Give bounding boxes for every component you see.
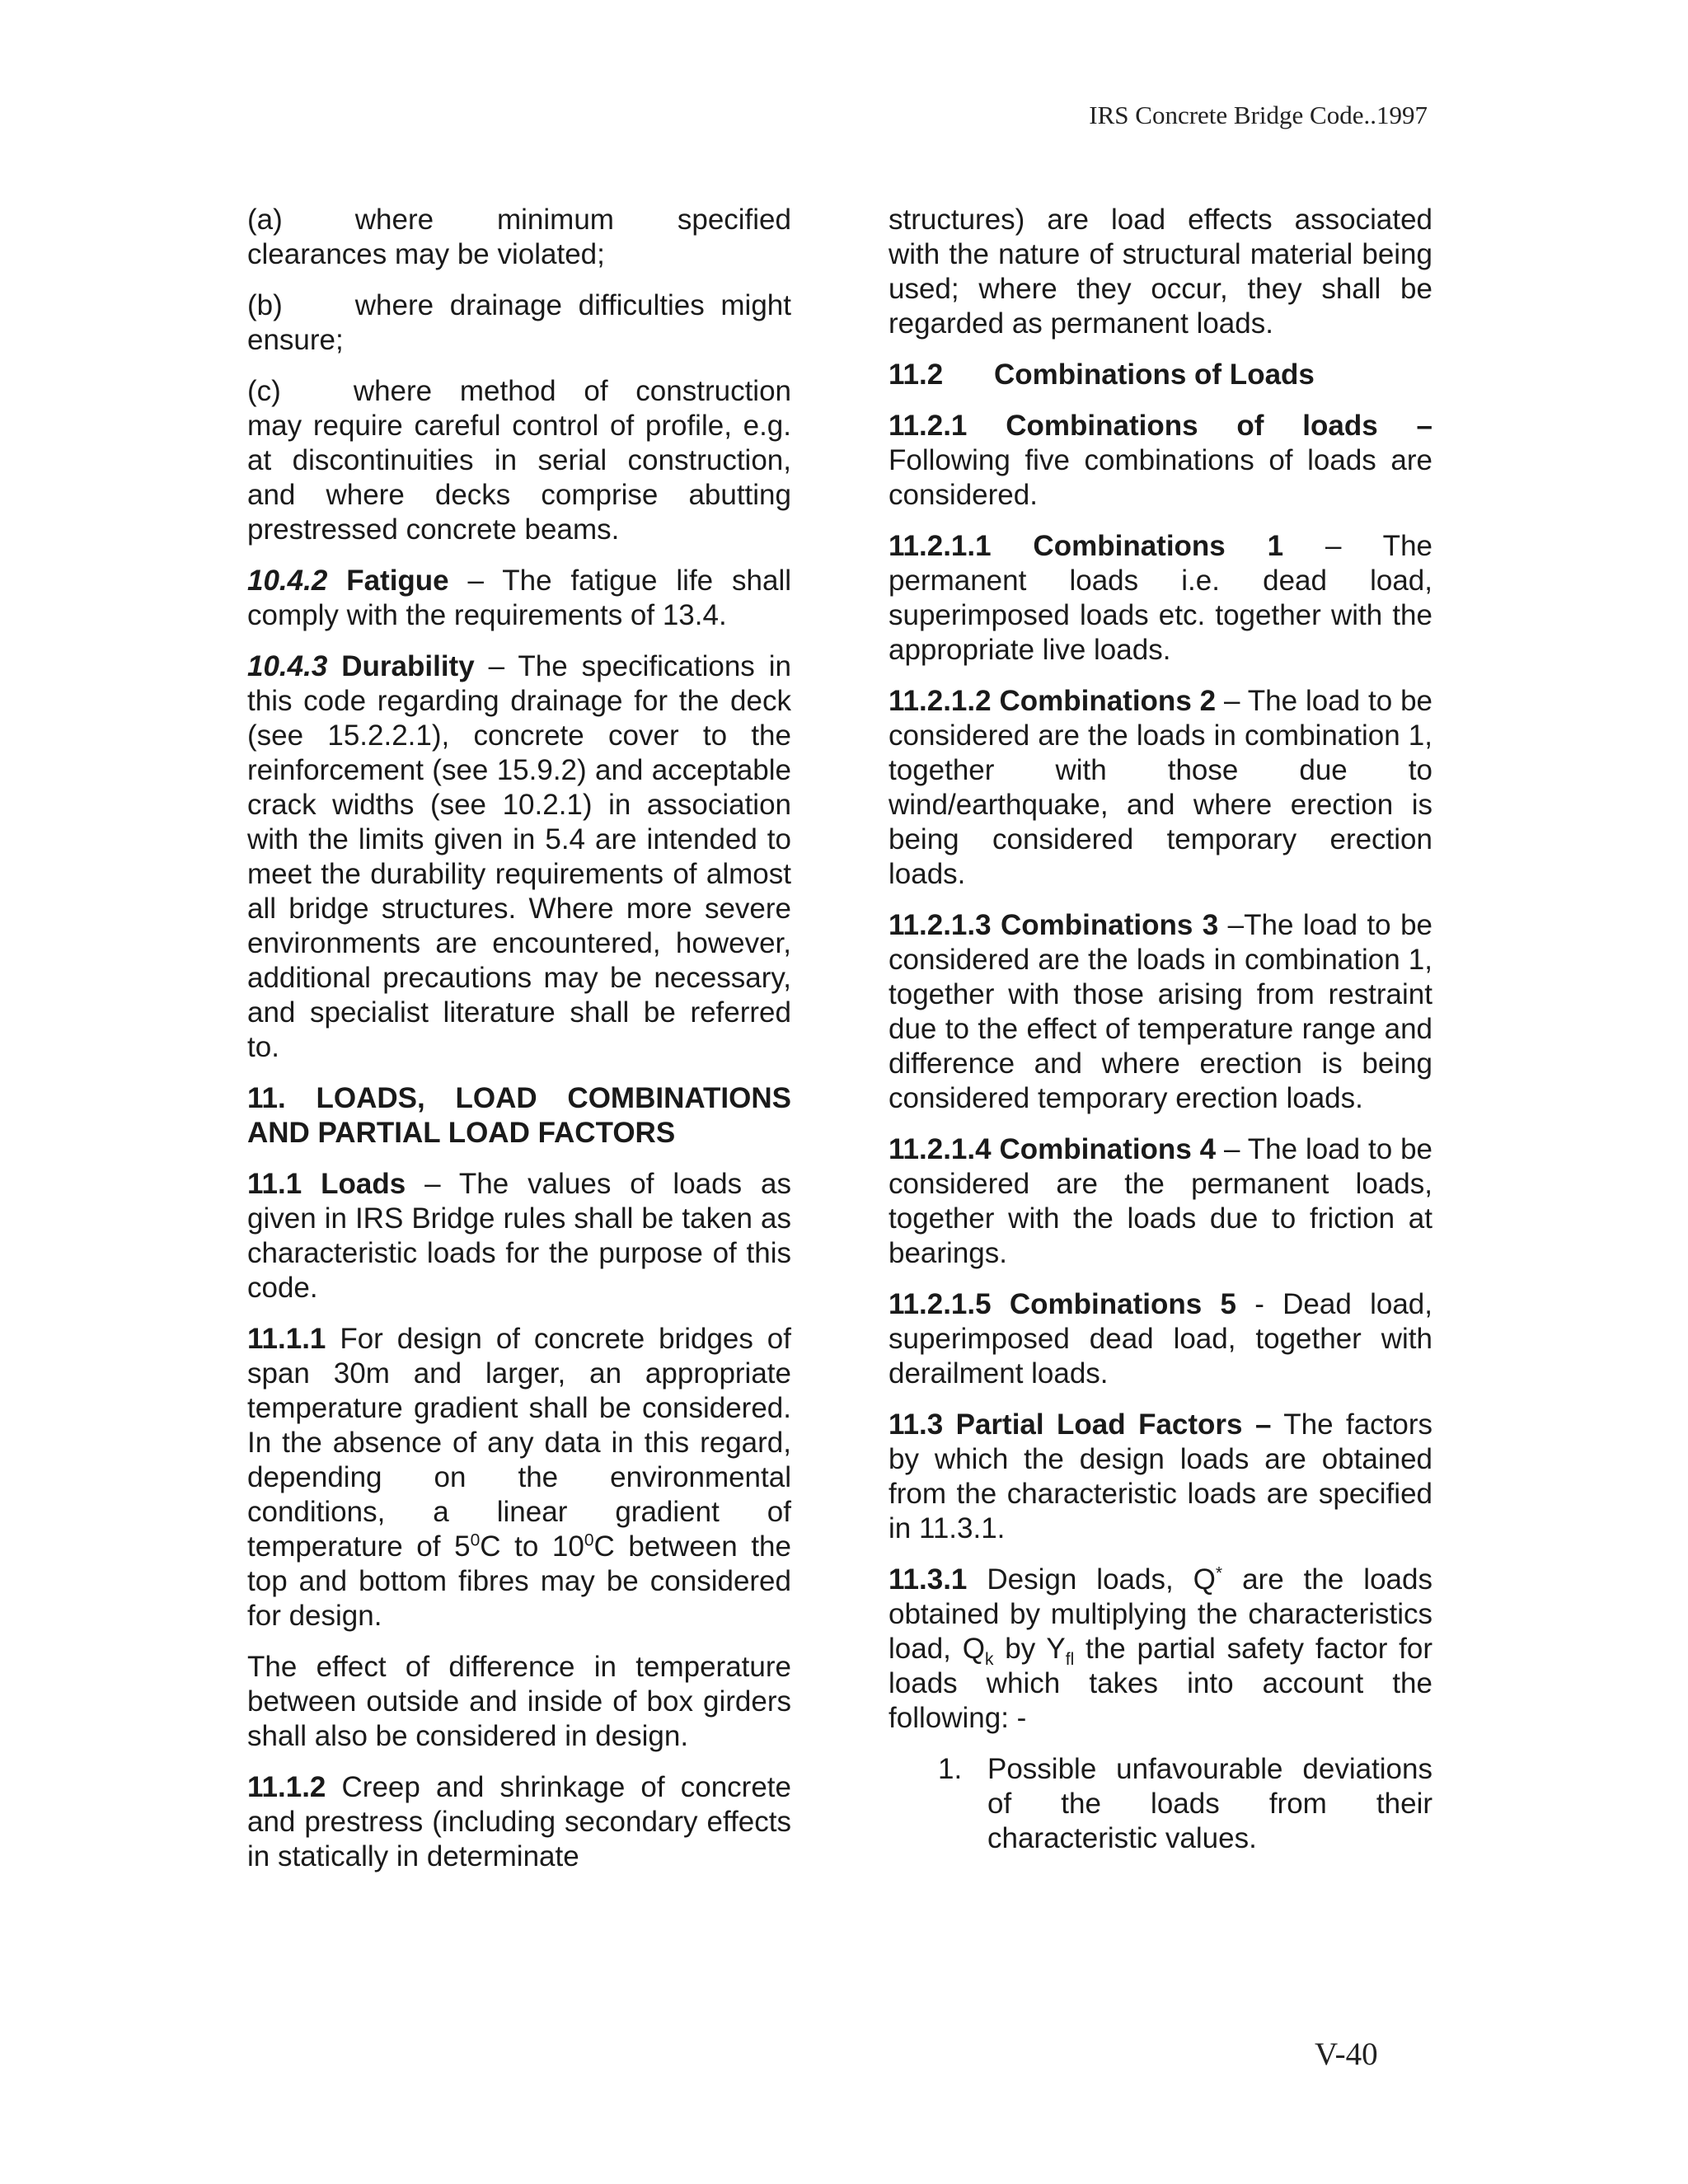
section-text: are the loads obtained by multiplying the characteristics load, Q [889,1563,1432,1665]
subscript-fl: fl [1065,1650,1075,1669]
asterisk-superscript: * [1215,1563,1223,1583]
section-title: 11.2.1 Combinations of loads – [889,410,1432,442]
section-text: the partial safety factor for loads which takes into account the following: - [889,1633,1432,1734]
clause-b [247,288,791,358]
page-number: V-40 [1315,2036,1378,2072]
combination-text: –The load to be considered are the loads in combination 1, together with those arising from restraint due to the effect of temperature range and difference and where erection is being considered temporary erection loads. [889,909,1432,1114]
combination-5 [889,1287,1432,1391]
section-title: Fatigue [346,565,449,597]
section-text: Creep and shrinkage of concrete and prestress (including secondary effects in statically in determinate [247,1771,791,1872]
section-11-1-2 [247,1770,791,1874]
section-title: Combinations of Loads [994,359,1315,391]
list-text: Possible unfavourable deviations of the loads from their characteristic values. [987,1753,1432,1854]
section-text: Following five combinations of loads are considered. [889,444,1432,511]
section-title: Durability [341,650,475,682]
combination-title: 11.2.1.2 Combinations 2 [889,685,1217,717]
clause-c-label: (c) [247,375,281,407]
section-text: by Y [1005,1633,1066,1665]
right-column [889,203,1432,1856]
list-marker: 1. [938,1753,963,1785]
section-11-2-1 [889,409,1432,513]
clause-c [247,374,791,547]
combination-text: – The load to be considered are the permanent loads, together with the loads due to friction at bearings. [889,1133,1432,1269]
combination-title: 11.2.1.4 Combinations 4 [889,1133,1217,1165]
section-11-3-1 [889,1563,1432,1736]
combination-3 [889,908,1432,1116]
section-11-heading: 11. LOADS, LOAD COMBINATIONS AND PARTIAL LOAD FACTORS [247,1082,791,1149]
section-text: C to 10 [480,1530,584,1563]
combination-2 [889,684,1432,892]
section-title: 11.1 Loads [247,1168,406,1200]
section-text: – The fatigue life shall comply with the requirements of 13.4. [247,565,791,631]
section-title: 11.3 Partial Load Factors – [889,1408,1272,1441]
combination-1 [889,529,1432,668]
clause-a-text: where minimum specified clearances may be violated; [247,204,791,270]
list-item [889,1752,1432,1856]
section-number: 10.4.2 [247,565,328,597]
clause-a-label: (a) [247,204,283,236]
clause-c-text: where method of construction may require careful control of profile, e.g. at discontinuities in serial construction, and where decks comprise abutting prestressed concrete beams. [247,375,791,546]
combination-text: – The permanent loads i.e. dead load, superimposed loads etc. together with the appropriate live loads. [889,530,1432,666]
degree-superscript: 0 [470,1530,481,1550]
section-text: Design loads, Q [987,1563,1216,1596]
section-text: For design of concrete bridges of span 30m and larger, an appropriate temperature gradient shall be considered. In the absence of any data in this regard, depending on the environmental conditions, a linear gradient of temperature of 5 [247,1323,792,1563]
degree-superscript: 0 [584,1530,594,1550]
continued-paragraph: structures) are load effects associated with the nature of structural material being used; where they occur, they shall be regarded as permanent loads. [889,204,1432,340]
section-number: 11.1.1 [247,1323,326,1355]
combination-4 [889,1132,1432,1271]
section-text: – The specifications in this code regarding drainage for the deck (see 15.2.2.1), concrete cover to the reinforcement (see 15.9.2) and acceptable crack widths (see 10.2.1) in association with the limits given in 5.4 are intended to meet the durability requirements of almost all bridge structures. Where more severe environments are encountered, however, additional precautions may be necessary, and specialist literature shall be referred to. [247,650,791,1063]
section-text: The factors by which the design loads are obtained from the characteristic loads are specified in 11.3.1. [889,1408,1433,1544]
section-number: 11.2 [889,359,944,391]
section-11-1 [247,1167,791,1305]
section-11-3 [889,1408,1432,1546]
box-girder-paragraph: The effect of difference in temperature between outside and inside of box girders shall also be considered in design. [247,1651,791,1752]
left-column [247,203,791,1891]
combination-text: - Dead load, superimposed dead load, together with derailment loads. [889,1288,1432,1390]
subscript-k: k [984,1650,994,1669]
deviation-list [889,1752,1432,1856]
section-11-1-1 [247,1322,791,1633]
clause-b-text: where drainage difficulties might ensure; [247,289,791,356]
section-number: 10.4.3 [247,650,328,682]
combination-title: 11.2.1.1 Combinations 1 [889,530,1284,562]
combination-title: 11.2.1.5 Combinations 5 [889,1288,1236,1320]
combination-title: 11.2.1.3 Combinations 3 [889,909,1219,941]
running-header: IRS Concrete Bridge Code..1997 [1089,101,1428,129]
clause-b-label: (b) [247,289,283,321]
section-text: C between the top and bottom fibres may be considered for design. [247,1530,791,1632]
section-11-2-heading [889,358,1432,392]
clause-a [247,203,791,272]
section-text: – The values of loads as given in IRS Bridge rules shall be taken as characteristic loads for the purpose of this code. [247,1168,792,1304]
section-10-4-3 [247,649,791,1065]
combination-text: – The load to be considered are the loads in combination 1, together with those due to wind/earthquake, and where erection is being considered temporary erection loads. [889,685,1432,890]
section-number: 11.1.2 [247,1771,326,1803]
section-10-4-2 [247,564,791,633]
section-number: 11.3.1 [889,1563,968,1596]
